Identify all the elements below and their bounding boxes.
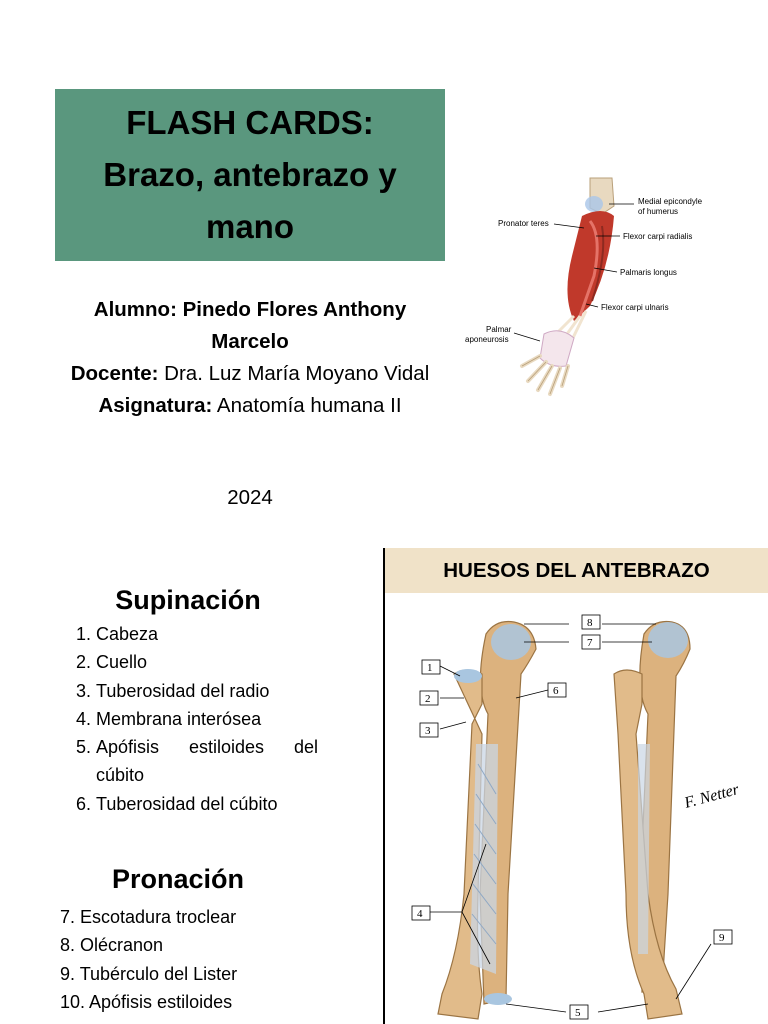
pronacion-title: Pronación [111, 864, 245, 894]
bone-label-8: 8 [587, 617, 593, 629]
bone-label-6: 6 [553, 685, 559, 697]
supinacion-list [75, 620, 318, 818]
netter-signature: F. Netter [682, 781, 741, 812]
huesos-header: HUESOS DEL ANTEBRAZO [385, 548, 768, 593]
docente-value: Dra. Luz María Moyano Vidal [164, 362, 430, 385]
label-flexor-carpi-ulnaris: Flexor carpi ulnaris [601, 303, 669, 312]
alumno-value: Pinedo Flores Anthony Marcelo [182, 298, 407, 353]
list-item: 8. Olécranon [60, 935, 164, 956]
bone-label-5: 5 [575, 1007, 581, 1019]
title-line-2: Brazo, antebrazo y [103, 156, 397, 193]
asignatura-line [55, 390, 445, 422]
label-medial-epicondyle-1: Medial epicondyle [638, 197, 703, 206]
list-item: 6. Tuberosidad del cúbito [96, 790, 318, 818]
bone-label-1: 1 [427, 662, 433, 674]
bone-label-9: 9 [719, 932, 725, 944]
pronacion-list [60, 903, 237, 1016]
label-palmar-aponeurosis-2: aponeurosis [465, 335, 509, 344]
forearm-bones-illustration [386, 594, 768, 1024]
list-item: 4. Membrana interósea [96, 705, 318, 733]
column-divider [383, 548, 385, 1024]
list-item: 1. Cabeza [96, 620, 318, 648]
bone-label-7: 7 [587, 637, 593, 649]
year: 2024 [227, 486, 273, 509]
asignatura-label: Asignatura: [98, 394, 213, 417]
alumno-line [55, 294, 445, 358]
docente-line [55, 358, 445, 390]
asignatura-value: Anatomía humana II [216, 394, 402, 417]
list-item: 10. Apófisis estiloides [60, 991, 233, 1012]
list-item: 5. Apófisis estiloides del cúbito [96, 733, 318, 790]
author-info [55, 294, 445, 422]
title-line-1: FLASH CARDS: [126, 104, 374, 141]
docente-label: Docente: [70, 362, 159, 385]
label-palmar-aponeurosis-1: Palmar [486, 325, 512, 334]
list-item: 9. Tubérculo del Lister [60, 963, 238, 984]
list-item: 2. Cuello [96, 648, 318, 676]
label-palmaris-longus: Palmaris longus [620, 268, 677, 277]
forearm-muscles-illustration [462, 176, 724, 408]
label-pronator-teres: Pronator teres [498, 219, 549, 228]
title-box [55, 89, 445, 261]
bone-label-2: 2 [425, 693, 431, 705]
bone-label-4: 4 [417, 908, 423, 920]
supinacion-title: Supinación [115, 585, 261, 615]
list-item: 7. Escotadura troclear [60, 907, 237, 927]
alumno-label: Alumno: [93, 298, 177, 321]
list-item: 3. Tuberosidad del radio [96, 677, 318, 705]
label-flexor-carpi-radialis: Flexor carpi radialis [623, 232, 693, 241]
bone-label-3: 3 [425, 725, 431, 737]
label-medial-epicondyle-2: of humerus [638, 207, 679, 216]
title-line-3: mano [205, 208, 294, 245]
